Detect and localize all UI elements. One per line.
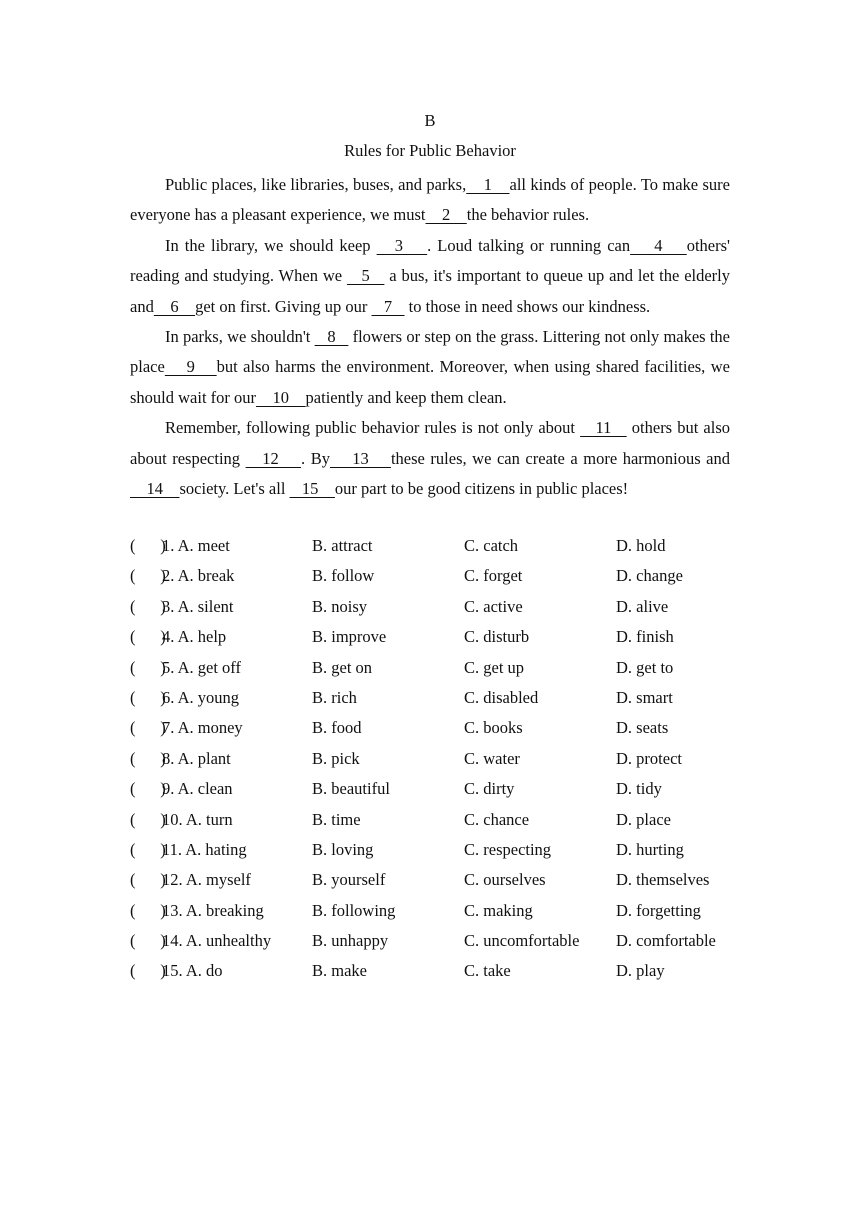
- question-row: [130, 869, 750, 899]
- option-b: B. loving: [312, 839, 374, 859]
- question-row: [130, 687, 750, 717]
- option-b: B. food: [312, 718, 362, 738]
- answer-blank: 10: [256, 387, 306, 407]
- option-b: B. time: [312, 809, 361, 829]
- question-row: [130, 809, 750, 839]
- question-row: [130, 626, 750, 656]
- option-c: C. chance: [464, 809, 530, 829]
- option-d: D. forgetting: [616, 900, 701, 920]
- passage-text: all kinds of people. To make sure everyone has a pleasant experience, we must: [130, 175, 730, 225]
- answer-paren[interactable]: ( ): [130, 566, 166, 586]
- answer-paren[interactable]: ( ): [130, 687, 166, 707]
- question-row: [130, 930, 750, 960]
- option-c: C. water: [464, 748, 520, 768]
- question-row: [130, 717, 750, 747]
- option-d: D. smart: [616, 687, 673, 707]
- option-b: B. rich: [312, 687, 357, 707]
- option-d: D. hurting: [616, 839, 684, 859]
- option-d: D. tidy: [616, 779, 662, 799]
- passage-text: but also harms the environment. Moreover, when using shared facilities, we should wait for our: [130, 357, 730, 407]
- passage-text: Public places, like libraries, buses, and parks,: [165, 175, 467, 194]
- question-row: [130, 900, 750, 930]
- answer-blank: 14: [130, 479, 180, 499]
- option-c: C. making: [464, 900, 533, 920]
- option-b: B. get on: [312, 657, 373, 677]
- question-row: [130, 657, 750, 687]
- answer-paren[interactable]: ( ): [130, 779, 166, 799]
- option-b: B. following: [312, 900, 396, 920]
- option-a: 3. A. silent: [162, 596, 234, 616]
- paragraph: [130, 170, 730, 231]
- option-b: B. pick: [312, 748, 360, 768]
- passage-text: others' reading and studying. When we: [130, 235, 730, 286]
- answer-paren[interactable]: ( ): [130, 809, 166, 829]
- option-a: 10. A. turn: [162, 809, 233, 829]
- option-c: C. uncomfortable: [464, 931, 580, 951]
- option-c: C. ourselves: [464, 870, 546, 890]
- option-a: 7. A. money: [162, 718, 243, 738]
- answer-paren[interactable]: ( ): [130, 900, 166, 920]
- paragraph: [130, 322, 730, 413]
- passage-text: our part to be good citizens in public places!: [334, 479, 629, 499]
- answer-paren[interactable]: ( ): [130, 748, 166, 768]
- option-d: D. themselves: [616, 870, 710, 890]
- option-d: D. finish: [616, 627, 674, 647]
- option-c: C. respecting: [464, 839, 552, 859]
- option-c: C. active: [464, 596, 523, 616]
- section-letter: B: [424, 111, 436, 130]
- option-a: 9. A. clean: [162, 779, 233, 799]
- option-a: 1. A. meet: [162, 536, 230, 555]
- answer-paren[interactable]: ( ): [130, 718, 166, 738]
- answer-blank: 8: [314, 327, 349, 347]
- option-a: 14. A. unhealthy: [162, 931, 272, 951]
- option-a: 6. A. young: [162, 687, 240, 707]
- question-row: [130, 748, 750, 778]
- question-list: [130, 535, 750, 991]
- question-row: [130, 565, 750, 595]
- passage-text: to those in need shows our kindness.: [404, 296, 651, 316]
- option-a: 12. A. myself: [162, 870, 251, 890]
- option-c: C. disturb: [464, 627, 530, 647]
- option-d: D. alive: [616, 596, 669, 616]
- answer-blank: 3: [376, 235, 428, 255]
- option-a: 13. A. breaking: [162, 900, 264, 920]
- option-c: C. take: [464, 961, 511, 981]
- answer-blank: 1: [466, 175, 510, 194]
- option-a: 8. A. plant: [162, 748, 231, 768]
- answer-blank: 15: [289, 479, 335, 499]
- option-b: B. follow: [312, 566, 375, 586]
- passage-text: society. Let's all: [179, 479, 290, 499]
- paragraph: [130, 413, 730, 504]
- passage-text: In the library, we should keep: [165, 235, 377, 255]
- option-b: B. unhappy: [312, 931, 389, 951]
- passage-text: Remember, following public behavior rules is not only about: [165, 418, 581, 438]
- answer-paren[interactable]: ( ): [130, 839, 166, 859]
- answer-paren[interactable]: ( ): [130, 931, 166, 951]
- option-c: C. books: [464, 718, 523, 738]
- answer-blank: 11: [580, 418, 627, 438]
- option-d: D. hold: [616, 536, 666, 555]
- passage-text: these rules, we can create a more harmonious and: [390, 448, 731, 468]
- option-c: C. disabled: [464, 687, 539, 707]
- option-a: 2. A. break: [162, 566, 235, 586]
- option-b: B. yourself: [312, 870, 386, 890]
- question-row: [130, 596, 750, 626]
- answer-blank: 7: [371, 296, 405, 316]
- passage-text: . By: [301, 448, 330, 468]
- passage-text: patiently and keep them clean.: [305, 387, 507, 407]
- option-d: D. seats: [616, 718, 669, 738]
- option-d: D. place: [616, 809, 671, 829]
- passage: [130, 170, 730, 504]
- question-row: [130, 839, 750, 869]
- answer-blank: 9: [164, 357, 217, 377]
- passage-text: the behavior rules.: [466, 205, 590, 225]
- answer-blank: 6: [153, 296, 196, 316]
- question-row: [130, 960, 750, 990]
- answer-paren[interactable]: ( ): [130, 961, 166, 981]
- option-d: D. protect: [616, 748, 682, 768]
- passage-title: Rules for Public Behavior: [344, 141, 516, 160]
- option-a: 5. A. get off: [162, 657, 241, 677]
- passage-text: In parks, we shouldn't: [165, 327, 315, 347]
- option-b: B. beautiful: [312, 779, 390, 799]
- answer-paren[interactable]: ( ): [130, 870, 166, 890]
- paragraph: [130, 231, 730, 322]
- option-a: 11. A. hating: [162, 839, 247, 859]
- passage-text: flowers or step on the grass. Littering not only makes the place: [130, 327, 730, 377]
- option-a: 4. A. help: [162, 627, 227, 647]
- option-d: D. play: [616, 961, 665, 981]
- option-c: C. dirty: [464, 779, 515, 799]
- answer-paren[interactable]: ( ): [130, 596, 166, 616]
- answer-blank: 4: [630, 235, 687, 255]
- answer-blank: 5: [346, 266, 385, 286]
- option-d: D. change: [616, 566, 683, 586]
- passage-text: get on first. Giving up our: [195, 296, 372, 316]
- option-c: C. forget: [464, 566, 523, 586]
- answer-paren[interactable]: ( ): [130, 627, 166, 647]
- option-c: C. catch: [464, 536, 519, 555]
- option-b: B. make: [312, 961, 367, 981]
- option-d: D. comfortable: [616, 931, 716, 951]
- question-row: [130, 535, 750, 565]
- option-c: C. get up: [464, 657, 525, 677]
- answer-blank: 2: [425, 205, 467, 225]
- option-a: 15. A. do: [162, 961, 223, 981]
- answer-blank: 13: [329, 448, 391, 468]
- option-d: D. get to: [616, 657, 674, 677]
- option-b: B. improve: [312, 627, 387, 647]
- passage-text: a bus, it's important to queue up and let the elderly and: [130, 266, 731, 316]
- answer-paren[interactable]: ( ): [130, 536, 166, 555]
- passage-text: . Loud talking or running can: [427, 235, 631, 255]
- answer-paren[interactable]: ( ): [130, 657, 166, 677]
- question-row: [130, 778, 750, 808]
- option-b: B. attract: [312, 536, 373, 555]
- option-b: B. noisy: [312, 596, 368, 616]
- answer-blank: 12: [245, 448, 302, 468]
- passage-text: others but also about respecting: [130, 418, 730, 468]
